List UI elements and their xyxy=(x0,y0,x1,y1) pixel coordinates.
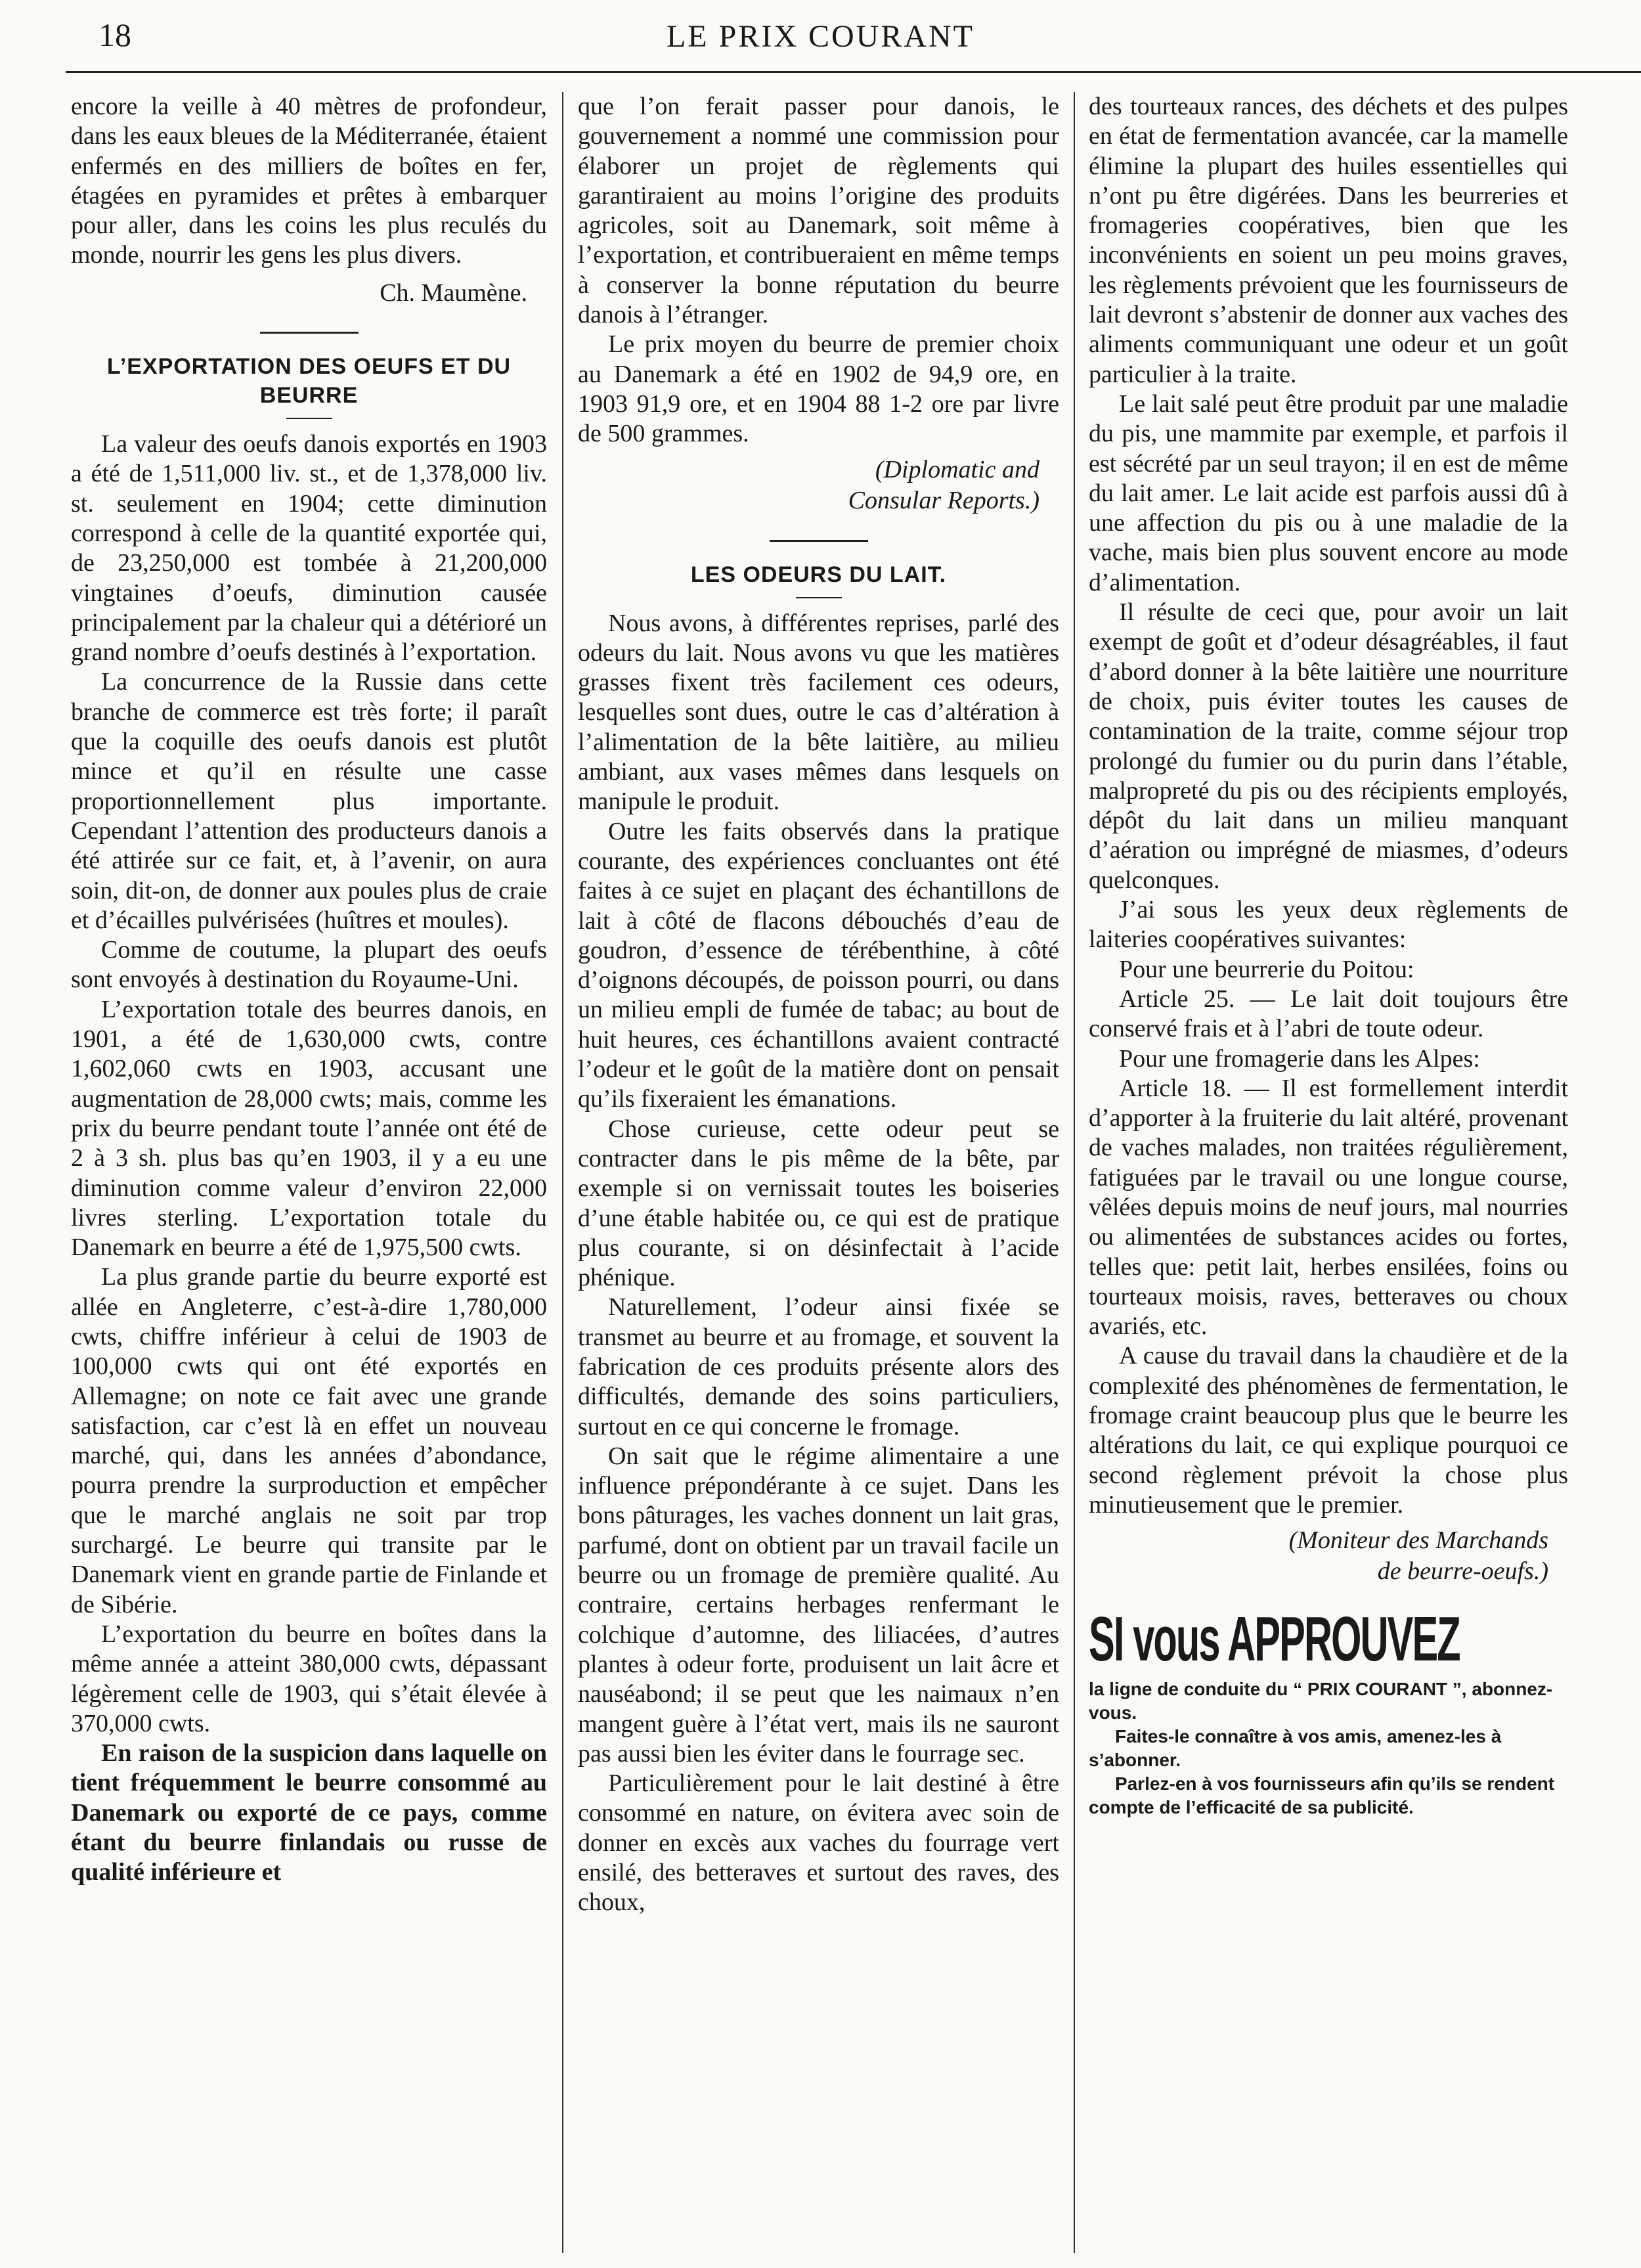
title-rule xyxy=(796,597,842,598)
ad-line: Faites-le connaître à vos amis, amenez-les à s’abonner. xyxy=(1089,1726,1502,1771)
article-separator xyxy=(770,540,868,542)
title-rule xyxy=(286,418,332,419)
ad-line: Parlez-en à vos fournisseurs afin qu’ils se rendent compte de l’efficacité de sa publicité. xyxy=(1089,1773,1555,1818)
paragraph: La valeur des oeufs danois exportés en 1903 a été de 1,511,000 liv. st., et de 1,378,000 liv. st. seulement en 1904; cette diminution correspond à celle de la quantité exportée qui, de 23,250,000 est tombée à 21,200,000 vingtaines d’oeufs, diminution causée principalement par la chaleur qui a détérioré un grand nombre d’oeufs destinés à l’exportation. xyxy=(71,430,547,667)
source-line: (Diplomatic and xyxy=(875,455,1039,483)
paragraph: Comme de coutume, la plupart des oeufs sont envoyés à destination du Royaume-Uni. xyxy=(71,936,547,994)
paragraph: Le lait salé peut être produit par une maladie du pis, une mammite par exemple, et parfois il est sécrété par un seul trayon; il en est de même du lait amer. Le lait acide est parfois aussi dû à une affection du pis ou à une maladie de la vache, mais bien plus souvent encore au mode d’alimentation. xyxy=(1089,389,1568,596)
paragraph: Pour une beurrerie du Poitou: xyxy=(1119,955,1414,983)
paragraph: A cause du travail dans la chaudière et de la complexité des phénomènes de fermentation, le fromage craint beaucoup plus que le beurre les altérations du lait, ce qui explique pourquoi ce second règlement prévoit la chose plus minutieusement que le premier. xyxy=(1089,1342,1568,1519)
author-signature: Ch. Maumène. xyxy=(380,278,527,307)
subscription-ad xyxy=(1089,1604,1568,1819)
paragraph: Le prix moyen du beurre de premier choix au Danemark a été en 1902 de 94,9 ore, en 1903 91,9 ore, et en 1904 88 1-2 ore par livre de 500 grammes. xyxy=(578,330,1059,448)
continued-text: encore la veille à 40 mètres de profondeur, dans les eaux bleues de la Méditerranée, étaient enfermés en des milliers de boîtes en fer, étagées en pyramides et prêtes à embarquer pour aller, dans les coins les plus reculés du monde, nourrir les gens les plus divers. xyxy=(71,93,547,269)
paragraph: Outre les faits observés dans la pratique courante, des expériences concluantes ont été faites à ce sujet en plaçant des échantillons de lait à côté de flacons débouchés d’eau de goudron, d’essence de térébenthine, à côté d’oignons découpés, de poisson pourri, ou dans un milieu empli de fumée de tabac; au bout de huit heures, ces échantillons avaient contracté l’odeur et le goût de la matière dont on pensait qu’ils fixeraient les émanations. xyxy=(578,817,1059,1113)
source-line: Consular Reports.) xyxy=(848,486,1039,514)
source-citation xyxy=(578,455,1039,516)
paragraph: On sait que le régime alimentaire a une influence prépondérante à ce sujet. Dans les bons pâturages, les vaches donnent un lait gras, parfumé, dont on obtient par un travail facile un beurre ou un fromage de première qualité. Au contraire, certains herbages renfermant le colchique d’automne, des liliacées, d’autres plantes à odeur forte, produisent un lait âcre et nauséabond; il se peut que les naimaux n’en mangent guère à l’état vert, mais ils ne sauront pas aussi bien les éviter dans le fourrage sec. xyxy=(578,1442,1059,1768)
column-divider xyxy=(562,92,563,2253)
ad-line: la ligne de conduite du “ PRIX COURANT ”, abonnez-vous. xyxy=(1089,1679,1553,1723)
source-citation xyxy=(1089,1525,1548,1587)
column-3 xyxy=(1089,92,1568,2246)
paragraph: Article 25. — Le lait doit toujours être conservé frais et à l’abri de toute odeur. xyxy=(1089,985,1568,1043)
column-divider xyxy=(1074,92,1075,2253)
paragraph: J’ai sous les yeux deux règlements de laiteries coopératives suivantes: xyxy=(1089,896,1568,954)
paragraph: La plus grande partie du beurre exporté est allée en Angleterre, c’est-à-dire 1,780,000 cwts, chiffre inférieur à celui de 1903 de 100,000 cwts qui ont été exportés en Allemagne; on note ce fait avec une grande satisfaction, car c’est là en effet un nouveau marché, qui, dans les années d’abondance, pourra prendre la surproduction et empêcher que le marché anglais ne soit par trop surchargé. Le beurre qui transite par le Danemark vient en grande partie de Finlande et de Sibérie. xyxy=(71,1263,547,1618)
paragraph: La concurrence de la Russie dans cette branche de commerce est très forte; il paraît que la coquille des oeufs danois est plutôt mince et qu’il en résulte une casse proportionnellement plus importante. Cependant l’attention des producteurs danois a été attirée sur ce fait, et, à l’avenir, on aura soin, dit-on, de donner aux poules plus de craie et d’écailles pulvérisées (huîtres et moules). xyxy=(71,668,547,934)
column-2 xyxy=(578,92,1059,2246)
paragraph: Article 18. — Il est formellement interdit d’apporter à la fruiterie du lait altéré, provenant de vaches malades, non traitées régulièrement, fatiguées par le travail ou une longue course, vêlées depuis moins de neuf jours, mal nourries ou alimentées de substances acides ou fortes, telles que: petit lait, herbes ensilées, foins ou tourteaux moisis, raves, betteraves ou choux avariés, etc. xyxy=(1089,1074,1568,1341)
article-title: LES ODEURS DU LAIT. xyxy=(690,562,947,587)
article-separator xyxy=(260,332,359,334)
paragraph: Chose curieuse, cette odeur peut se contracter dans le pis même de la bête, par exemple si on vernissait toutes les boiseries d’une étable habitée ou, ce qui est de pratique plus courante, si on désinfectait à l’acide phénique. xyxy=(578,1115,1059,1292)
paragraph: Il résulte de ceci que, pour avoir un lait exempt de goût et d’odeur désagréables, il faut d’abord donner à la bête laitière une nourriture de choix, puis éviter toutes les causes de contamination de la traite, comme séjour trop prolongé du fumier ou du purin dans l’étable, malpropreté du pis ou des récipients employés, dépôt du lait dans un milieu manquant d’aération ou imprégné de miasmes, d’odeurs quelconques. xyxy=(1089,598,1568,894)
column-1 xyxy=(71,92,547,2246)
source-line: de beurre-oeufs.) xyxy=(1377,1557,1548,1586)
journal-title: LE PRIX COURANT xyxy=(666,19,974,54)
ad-headline: SI vous APPROUVEZ xyxy=(1089,1604,1460,1675)
source-line: (Moniteur des Marchands xyxy=(1288,1526,1548,1555)
paragraph: L’exportation totale des beurres danois, en 1901, a été de 1,630,000 cwts, contre 1,602,060 cwts en 1903, accusant une augmentation de 28,000 cwts; mais, comme les prix du beurre pendant toute l’année ont été de 2 à 3 sh. plus bas qu’en 1903, il y a eu une diminution comme valeur d’environ 22,000 livres sterling. L’exportation totale du Danemark en beurre a été de 1,975,500 cwts. xyxy=(71,995,547,1262)
page-number: 18 xyxy=(98,16,131,53)
paragraph: En raison de la suspicion dans laquelle on tient fréquemment le beurre consommé au Danemark ou exporté de ce pays, comme étant du beurre finlandais ou russe de qualité inférieure et xyxy=(71,1739,547,1886)
paragraph: Nous avons, à différentes reprises, parlé des odeurs du lait. Nous avons vu que les matières grasses fixent très facilement ces odeurs, lesquelles sont dues, outre le cas d’altération à l’alimentation de la bête laitière, au milieu ambiant, aux vases mêmes dans lesquels on manipule le produit. xyxy=(578,609,1059,816)
paragraph: Pour une fromagerie dans les Alpes: xyxy=(1119,1044,1480,1073)
article-title: L’EXPORTATION DES OEUFS ET DU BEURRE xyxy=(106,354,512,409)
paragraph: des tourteaux rances, des déchets et des pulpes en état de fermentation avancée, car la mamelle élimine la plupart des huiles essentielles qui n’ont pu être digérées. Dans les beurreries et fromageries coopératives, bien que les inconvénients en soient un peu moins graves, les règlements prévoient que les fournisseurs de lait devront s’abstenir de donner aux vaches des aliments communiquant une odeur et un goût particulier à la traite. xyxy=(1089,93,1568,388)
paragraph: Particulièrement pour le lait destiné à être consommé en nature, on évitera avec soin de donner en excès aux vaches du fourrage vert ensilé, des betteraves et surtout des raves, des choux, xyxy=(578,1769,1059,1917)
paragraph: L’exportation du beurre en boîtes dans la même année a atteint 380,000 cwts, dépassant légèrement celle de 1903, qui s’était élevée à 370,000 cwts. xyxy=(71,1620,547,1737)
header-rule xyxy=(66,71,1641,73)
paragraph: Naturellement, l’odeur ainsi fixée se transmet au beurre et au fromage, et souvent la fabrication de ces produits présente alors des difficultés, demande des soins particuliers, surtout en ce qui concerne le fromage. xyxy=(578,1293,1059,1440)
paragraph: que l’on ferait passer pour danois, le gouvernement a nommé une commission pour élaborer un projet de règlements qui garantiraient au moins l’origine des produits agricoles, soit au Danemark, soit même à l’exportation, et contribueraient en même temps à conserver la bonne réputation du beurre danois à l’étranger. xyxy=(578,93,1059,329)
page-header xyxy=(0,0,1641,72)
